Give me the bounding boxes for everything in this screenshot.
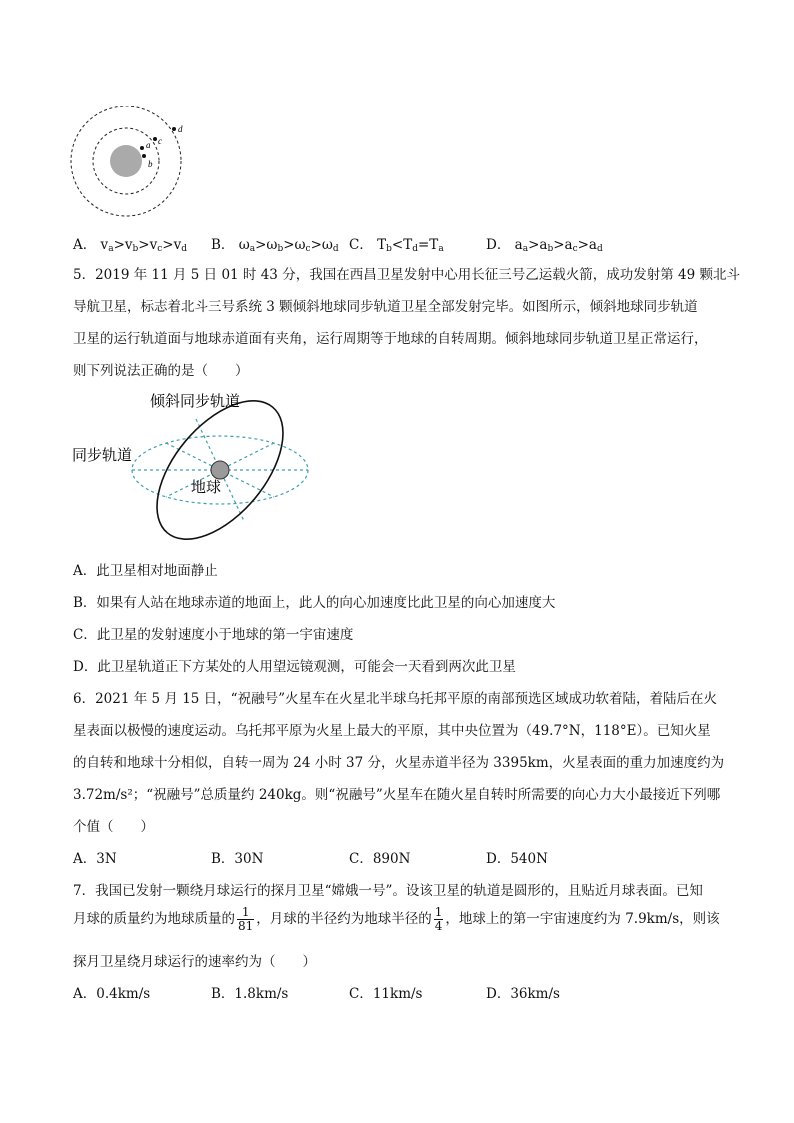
- symbol: >v: [138, 237, 158, 253]
- q5-option-d: D．此卫星轨道正下方某处的人用望远镜观测，可能会一天看到两次此卫星: [73, 659, 516, 675]
- symbol: =T: [418, 237, 439, 253]
- q6-option-b: B．30N: [211, 851, 264, 867]
- symbol: ω: [238, 237, 250, 253]
- symbol: >ω: [255, 237, 278, 253]
- satellite-d: [172, 127, 176, 131]
- q5-line-2: 导航卫星，标志着北斗三号系统 3 颗倾斜地球同步轨道卫星全部发射完毕。如图所示，倾斜地球同步轨道: [73, 299, 698, 315]
- subscript: a: [522, 244, 529, 254]
- label-d: d: [178, 124, 183, 134]
- q6-options: [73, 847, 733, 865]
- fraction-1-81: [237, 906, 254, 933]
- q6-line-4: 3.72m/s²；“祝融号”总质量约 240kg。则“祝融号”火星车在随火星自转时所需要的向心力大小最接近下列哪: [73, 787, 721, 803]
- option-letter: B．: [211, 237, 239, 253]
- satellite-a: [140, 146, 144, 150]
- subscript: d: [181, 244, 187, 254]
- q7-option-d: D．36km/s: [486, 986, 560, 1002]
- fraction-1-4: [434, 906, 444, 933]
- q7-line-2-part-a: 月球的质量约为地球质量的: [73, 911, 235, 927]
- subscript: d: [597, 244, 603, 254]
- subscript: b: [277, 244, 284, 254]
- fraction-2-den: 4: [434, 919, 443, 933]
- satellite-c: [153, 137, 157, 141]
- symbol: >v: [113, 237, 133, 253]
- subscript: b: [386, 244, 392, 254]
- orbit-figure-2: [68, 385, 318, 545]
- symbol: <T: [391, 237, 413, 253]
- subscript: b: [132, 244, 139, 254]
- q7-line-1: 7．我国已发射一颗绕月球运行的探月卫星“嫦娥一号”。设该卫星的轨道是圆形的，且贴近月球表面。已知: [73, 883, 703, 899]
- q6-option-d: D．540N: [486, 851, 548, 867]
- q7-line-2-part-c: ，地球上的第一宇宙速度约为 7.9km/s，则该: [445, 911, 720, 927]
- q5-line-3: 卫星的运行轨道面与地球赤道面有夹角，运行周期等于地球的自转周期。倾斜地球同步轨道卫星正常运行，: [73, 331, 708, 347]
- fraction-1-num: 1: [237, 906, 254, 920]
- q4-option-a: [73, 233, 187, 254]
- subscript: c: [157, 244, 163, 254]
- q7-line-3: 探月卫星绕月球运行的速率约为（ ）: [73, 954, 316, 970]
- symbol: >ω: [310, 237, 333, 253]
- subscript: c: [305, 244, 311, 254]
- q7-options: [73, 982, 733, 1000]
- subscript: c: [572, 244, 578, 254]
- earth-label: 地球: [191, 478, 222, 496]
- fraction-2-num: 1: [434, 905, 443, 919]
- q7-line-2-part-b: ，月球的半径约为地球半径的: [256, 911, 432, 927]
- q5-option-a: A．此卫星相对地面静止: [73, 563, 218, 579]
- q4-options: [73, 233, 733, 254]
- q6-line-1: 6．2021 年 5 月 15 日，“祝融号”火星车在火星北半球乌托邦平原的南部预选区域成功软着陆，着陆后在火: [73, 691, 717, 707]
- q4-option-d: [486, 233, 603, 254]
- symbol: >a: [553, 237, 573, 253]
- q6-line-3: 的自转和地球十分相似，自转一周为 24 小时 37 分，火星赤道半径为 3395km，火星表面的重力加速度约为: [73, 755, 725, 771]
- symbol: >ω: [283, 237, 306, 253]
- option-letter: A．: [73, 237, 101, 253]
- symbol: T: [377, 237, 387, 253]
- q4-option-c: [349, 233, 444, 254]
- q7-option-c: C．11km/s: [349, 986, 423, 1002]
- symbol: >a: [528, 237, 548, 253]
- subscript: a: [249, 244, 256, 254]
- label-b: b: [148, 159, 153, 169]
- q6-line-2: 星表面以极慢的速度运动。乌托邦平原为火星上最大的平原，其中央位置为（49.7°N，118°E）。已知火星: [73, 723, 711, 739]
- q6-line-5: 个值（ ）: [73, 819, 154, 835]
- option-letter: D．: [486, 237, 515, 253]
- option-letter: C．: [349, 237, 378, 253]
- fraction-1-den: 81: [238, 919, 254, 933]
- orbit-figure-1: [66, 106, 196, 218]
- q6-option-c: C．890N: [349, 851, 411, 867]
- sync-orbit-label: 同步轨道: [72, 446, 133, 464]
- earth: [211, 461, 229, 479]
- subscript: a: [438, 244, 444, 254]
- satellite-b: [142, 154, 146, 158]
- subscript: a: [108, 244, 114, 254]
- q7-line-2: [73, 906, 720, 933]
- q5-option-c: C．此卫星的发射速度小于地球的第一宇宙速度: [73, 627, 354, 643]
- q5-option-b: B．如果有人站在地球赤道的地面上，此人的向心加速度比此卫星的向心加速度大: [73, 595, 556, 611]
- label-a: a: [146, 140, 151, 150]
- q4-option-b: [211, 233, 339, 254]
- q5-line-1: 5．2019 年 11 月 5 日 01 时 43 分，我国在西昌卫星发射中心用长征三号乙运载火箭，成功发射第 49 颗北斗: [73, 267, 740, 283]
- subscript: d: [412, 244, 418, 254]
- q7-option-b: B．1.8km/s: [211, 986, 289, 1002]
- q6-option-a: A．3N: [73, 851, 117, 867]
- q5-line-4: 则下列说法正确的是（ ）: [73, 363, 249, 379]
- q7-option-a: A．0.4km/s: [73, 986, 151, 1002]
- symbol: >v: [162, 237, 182, 253]
- symbol: >a: [577, 237, 597, 253]
- label-c: c: [158, 136, 162, 146]
- central-planet: [110, 145, 142, 177]
- subscript: b: [547, 244, 554, 254]
- tilted-orbit-label: 倾斜同步轨道: [150, 392, 241, 410]
- symbol: a: [514, 237, 523, 253]
- symbol: v: [100, 237, 109, 253]
- subscript: d: [332, 244, 339, 254]
